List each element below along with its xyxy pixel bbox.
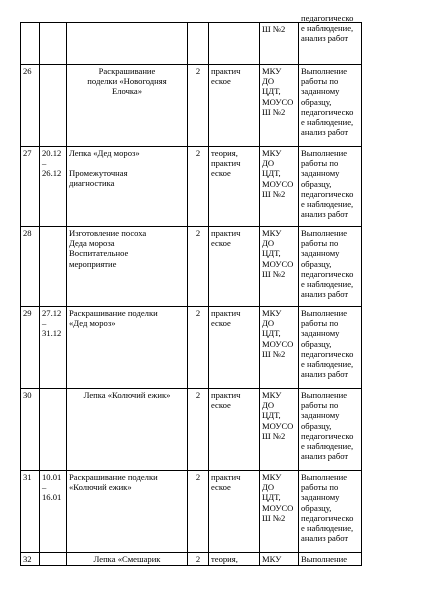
control-cell: Выполнение работы по заданному образцу, педагогическо е наблюдение, анализ работ xyxy=(299,389,362,471)
hours-cell: 2 xyxy=(188,307,209,389)
date-from: 10.01 xyxy=(42,472,62,482)
date-cell xyxy=(40,147,67,227)
form-cell: практич еское xyxy=(209,471,260,553)
schedule-table-body xyxy=(21,13,362,566)
hours-cell xyxy=(188,23,209,65)
table-row xyxy=(21,65,362,147)
control-cell: Выполнение работы по заданному образцу, педагогическо е наблюдение, анализ работ xyxy=(299,307,362,389)
row-number-cell: 30 xyxy=(21,389,40,471)
row-number-cell: 26 xyxy=(21,65,40,147)
control-cell: Выполнение xyxy=(299,553,362,566)
hours-cell: 2 xyxy=(188,65,209,147)
place-cell: МКУ ДО ЦДТ, МОУСО Ш №2 xyxy=(260,307,299,389)
date-separator: – xyxy=(42,318,47,329)
date-to: 26.12 xyxy=(42,168,62,179)
form-cell: практич еское xyxy=(209,65,260,147)
form-cell: практич еское xyxy=(209,227,260,307)
date-separator: – xyxy=(42,482,47,493)
date-cell xyxy=(40,389,67,471)
table-row xyxy=(21,471,362,553)
topic-cell: Лепка «Колючий ежик» xyxy=(67,389,188,471)
place-cell: МКУ ДО ЦДТ, МОУСО Ш №2 xyxy=(260,227,299,307)
place-cell: МКУ ДО ЦДТ, МОУСО Ш №2 xyxy=(260,65,299,147)
topic-cell: Раскрашивание поделки «Колючий ежик» xyxy=(67,471,188,553)
date-cell xyxy=(40,65,67,147)
table-row xyxy=(21,227,362,307)
date-cell xyxy=(40,471,67,553)
row-number-cell: 32 xyxy=(21,553,40,566)
hours-cell: 2 xyxy=(188,227,209,307)
form-cell: теория, практич еское xyxy=(209,147,260,227)
hours-cell: 2 xyxy=(188,389,209,471)
form-cell: теория, xyxy=(209,553,260,566)
control-cell: Выполнение работы по заданному образцу, педагогическо е наблюдение, анализ работ xyxy=(299,65,362,147)
table-row xyxy=(21,389,362,471)
hours-cell: 2 xyxy=(188,147,209,227)
date-separator: – xyxy=(42,158,47,169)
place-cell: МКУ xyxy=(260,553,299,566)
hours-cell: 2 xyxy=(188,553,209,566)
hours-cell: 2 xyxy=(188,471,209,553)
date-to: 16.01 xyxy=(42,492,62,503)
row-number-cell xyxy=(21,23,40,65)
date-cell xyxy=(40,227,67,307)
date-cell xyxy=(40,307,67,389)
place-cell: МКУ ДО ЦДТ, МОУСО Ш №2 xyxy=(260,389,299,471)
date-cell xyxy=(40,553,67,566)
topic-cell xyxy=(67,23,188,65)
table-row xyxy=(21,147,362,227)
table-row xyxy=(21,23,362,65)
date-cell xyxy=(40,23,67,65)
control-cell: Выполнение работы по заданному образцу, педагогическо е наблюдение, анализ работ xyxy=(299,147,362,227)
date-from: 27.12 xyxy=(42,308,62,318)
row-number-cell: 28 xyxy=(21,227,40,307)
control-cell: Выполнение работы по заданному образцу, педагогическо е наблюдение, анализ работ xyxy=(299,227,362,307)
table-row xyxy=(21,307,362,389)
place-cell: Ш №2 xyxy=(260,23,299,65)
topic-cell: Раскрашивание поделки «Новогодняя Елочка» xyxy=(67,65,188,147)
control-cell: Выполнение работы по заданному образцу, педагогическо е наблюдение, анализ работ xyxy=(299,471,362,553)
topic-cell: Изготовление посоха Деда мороза Воспитательное мероприятие xyxy=(67,227,188,307)
topic-cell: Лепка «Дед мороз» Промежуточная диагностика xyxy=(67,147,188,227)
row-number-cell: 27 xyxy=(21,147,40,227)
date-to: 31.12 xyxy=(42,328,62,339)
schedule-table xyxy=(20,13,362,566)
place-cell: МКУ ДО ЦДТ, МОУСО Ш №2 xyxy=(260,147,299,227)
table-row xyxy=(21,553,362,566)
form-cell: практич еское xyxy=(209,307,260,389)
control-cell: педагогическо е наблюдение, анализ работ xyxy=(299,23,362,65)
date-from: 20.12 xyxy=(42,148,62,158)
place-cell: МКУ ДО ЦДТ, МОУСО Ш №2 xyxy=(260,471,299,553)
row-number-cell: 31 xyxy=(21,471,40,553)
topic-cell: Лепка «Смешарик xyxy=(67,553,188,566)
form-cell: практич еское xyxy=(209,389,260,471)
form-cell xyxy=(209,23,260,65)
row-number-cell: 29 xyxy=(21,307,40,389)
topic-cell: Раскрашивание поделки «Дед мороз» xyxy=(67,307,188,389)
